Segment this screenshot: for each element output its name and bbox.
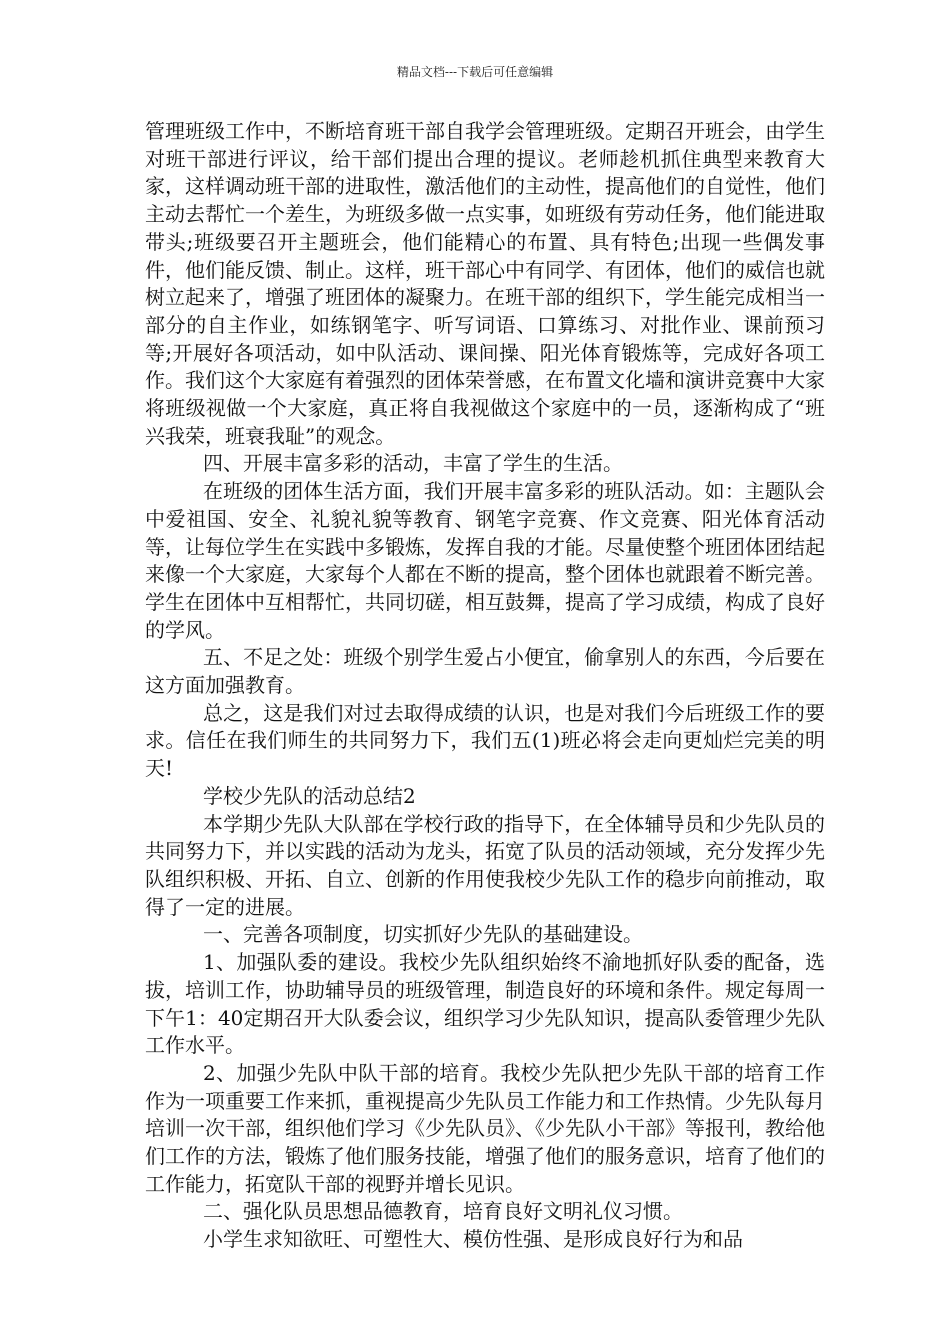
paragraph-activities: 在班级的团体生活方面，我们开展丰富多彩的班队活动。如：主题队会中爱祖国、安全、礼貌礼貌等教育、钢笔字竞赛、作文竞赛、阳光体育活动等，让每位学生在实践中多锻炼，发挥自我的才能。尽量使整个班团体团结起来像一个大家庭，大家每个人都在不断的提高，整个团体也就跟着不断完善。学生在团体中互相帮忙，共同切磋，相互鼓舞，提高了学习成绩，构成了良好的学风。 — [145, 479, 825, 642]
paragraph-summary: 总之，这是我们对过去取得成绩的认识，也是对我们今后班级工作的要求。信任在我们师生的共同努力下，我们五(1)班必将会走向更灿烂完美的明天! — [145, 700, 825, 781]
document-body — [145, 118, 825, 1254]
page-header: 精品文档---下载后可任意编辑 — [396, 65, 554, 79]
section-heading-1: 一、完善各项制度，切实抓好少先队的基础建设。 — [203, 922, 643, 947]
section-heading-5: 五、不足之处：班级个别学生爱占小便宜，偷拿别人的东西，今后要在这方面加强教育。 — [145, 645, 825, 698]
paragraph-item-2: 2、加强少先队中队干部的培育。我校少先队把少先队干部的培育工作作为一项重要工作来抓，重视提高少先队员工作能力和工作热情。少先队每月培训一次干部，组织他们学习《少先队员》、《少先队小干部》等报刊，教给他们工作的方法，锻炼了他们服务技能，增强了他们的服务意识，培育了他们的工作能力，拓宽队干部的视野并增长见识。 — [145, 1060, 825, 1196]
document-subtitle: 学校少先队的活动总结2 — [203, 783, 416, 808]
paragraph-last: 小学生求知欲旺、可塑性大、模仿性强、是形成良好行为和品 — [203, 1227, 743, 1252]
paragraph-1: 管理班级工作中，不断培育班干部自我学会管理班级。定期召开班会，由学生对班干部进行评议，给干部们提出合理的提议。老师趁机抓住典型来教育大家，这样调动班干部的进取性，激活他们的主动性，提高他们的自觉性，他们主动去帮忙一个差生，为班级多做一点实事，如班级有劳动任务，他们能进取带头;班级要召开主题班会，他们能精心的布置、具有特色;出现一些偶发事件，他们能反馈、制止。这样，班干部心中有同学、有团体，他们的威信也就树立起来了，增强了班团体的凝聚力。在班干部的组织下，学生能完成相当一部分的自主作业，如练钢笔字、听写词语、口算练习、对批作业、课前预习等;开展好各项活动，如中队活动、课间操、阳光体育锻炼等，完成好各项工作。我们这个大家庭有着强烈的团体荣誉感，在布置文化墙和演讲竞赛中大家将班级视做一个大家庭，真正将自我视做这个家庭中的一员，逐渐构成了“班兴我荣，班衰我耻”的观念。 — [145, 119, 825, 448]
paragraph-intro: 本学期少先队大队部在学校行政的指导下，在全体辅导员和少先队员的共同努力下，并以实践的活动为龙头，拓宽了队员的活动领域，充分发挥少先队组织积极、开拓、自立、创新的作用使我校少先队工作的稳步向前推动，取得了一定的进展。 — [145, 811, 825, 919]
section-heading-2: 二、强化队员思想品德教育，培育良好文明礼仪习惯。 — [203, 1199, 683, 1224]
paragraph-item-1: 1、加强队委的建设。我校少先队组织始终不渝地抓好队委的配备，选拔，培训工作，协助辅导员的班级管理，制造良好的环境和条件。规定每周一下午1：40定期召开大队委会议，组织学习少先队知识，提高队委管理少先队工作水平。 — [145, 950, 825, 1058]
section-heading-4: 四、开展丰富多彩的活动，丰富了学生的生活。 — [203, 451, 623, 476]
